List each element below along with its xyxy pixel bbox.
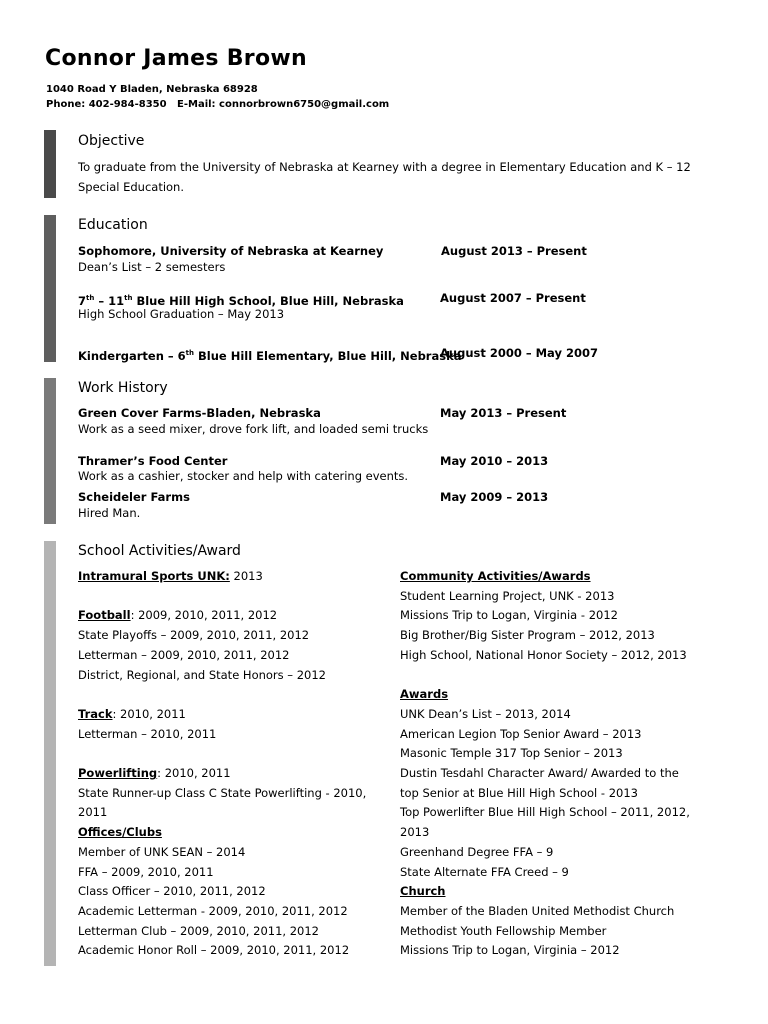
list-item: Dustin Tesdahl Character Award/ Awarded to the [400,766,679,781]
list-item: American Legion Top Senior Award – 2013 [400,726,642,741]
list-item: Member of the Bladen United Methodist Church [400,903,675,918]
objective-heading: Objective [78,133,145,149]
education-entry-title: Sophomore, University of Nebraska at Kearney [78,244,384,258]
work-history-heading: Work History [78,380,168,396]
list-item: State Playoffs – 2009, 2010, 2011, 2012 [78,628,310,643]
list-item: FFA – 2009, 2010, 2011 [78,864,214,879]
education-entry-note: High School Graduation – May 2013 [78,307,285,321]
address-line: 1040 Road Y Bladen, Nebraska 68928 [46,84,258,95]
list-heading: Community Activities/Awards [400,569,591,583]
list-item: Track: 2010, 2011 [78,706,186,721]
education-entry-note: Dean’s List – 2 semesters [78,260,226,274]
education-bar [44,215,56,362]
list-heading: Awards [400,687,449,702]
list-item: High School, National Honor Society – 2012, 2013 [400,647,687,662]
activities-left-column [78,567,366,961]
education-entry-date: August 2013 – Present [441,244,587,258]
work-entry-note: Hired Man. [78,506,141,520]
list-item: Member of UNK SEAN – 2014 [78,844,246,859]
list-item: Letterman – 2009, 2010, 2011, 2012 [78,647,290,662]
list-item: State Runner-up Class C State Powerlifting - 2010, [78,785,367,800]
list-item: Academic Letterman - 2009, 2010, 2011, 2012 [78,903,348,918]
list-item: Intramural Sports UNK: 2013 [78,569,263,583]
contact-line: Phone: 402-984-8350 E-Mail: connorbrown6750@gmail.com [46,99,390,110]
list-item: Greenhand Degree FFA – 9 [400,844,554,859]
list-item: State Alternate FFA Creed – 9 [400,864,569,879]
activities-bar [44,541,56,966]
activities-right-column [400,567,690,961]
list-heading: Church [400,884,446,899]
list-item: Big Brother/Big Sister Program – 2012, 2013 [400,628,655,643]
list-item: Football: 2009, 2010, 2011, 2012 [78,608,278,623]
list-item: Class Officer – 2010, 2011, 2012 [78,884,266,899]
list-item: Letterman Club – 2009, 2010, 2011, 2012 [78,923,319,938]
list-heading: Offices/Clubs [78,825,162,840]
list-item: Letterman – 2010, 2011 [78,726,217,741]
list-item: District, Regional, and State Honors – 2012 [78,667,326,682]
education-entry-date: August 2000 – May 2007 [440,346,598,360]
list-item: Methodist Youth Fellowship Member [400,923,607,938]
work-entry-note: Work as a seed mixer, drove fork lift, and loaded semi trucks [78,422,429,436]
work-entry-note: Work as a cashier, stocker and help with catering events. [78,469,409,483]
objective-bar [44,130,56,198]
education-heading: Education [78,217,148,233]
education-entry-title: Kindergarten – 6th Blue Hill Elementary, Blue Hill, Nebraska [78,348,462,363]
list-item: Masonic Temple 317 Top Senior – 2013 [400,746,623,761]
work-entry-date: May 2009 – 2013 [440,490,549,504]
list-item: top Senior at Blue Hill High School - 2013 [400,785,638,800]
list-item: Student Learning Project, UNK - 2013 [400,588,615,603]
list-item: Powerlifting: 2010, 2011 [78,765,231,780]
objective-text-line-2: Special Education. [78,180,184,194]
list-item: Missions Trip to Logan, Virginia - 2012 [400,608,618,623]
list-item: Missions Trip to Logan, Virginia – 2012 [400,943,620,958]
education-entry-title: 7th – 11th Blue Hill High School, Blue Hill, Nebraska [78,293,404,308]
list-item: 2011 [78,805,108,820]
work-entry-title: Scheideler Farms [78,490,190,504]
resume-name: Connor James Brown [45,46,307,71]
activities-heading: School Activities/Award [78,543,241,559]
work-entry-title: Thramer’s Food Center [78,454,228,468]
work-history-bar [44,378,56,524]
education-entry-date: August 2007 – Present [440,291,586,305]
list-item: 2013 [400,825,430,840]
objective-text-line-1: To graduate from the University of Nebraska at Kearney with a degree in Elementary Education and K – 12 [78,160,691,174]
work-entry-date: May 2013 – Present [440,406,567,420]
list-item: UNK Dean’s List – 2013, 2014 [400,706,571,721]
work-entry-date: May 2010 – 2013 [440,454,549,468]
list-item: Academic Honor Roll – 2009, 2010, 2011, 2012 [78,943,350,958]
work-entry-title: Green Cover Farms-Bladen, Nebraska [78,406,321,420]
list-item: Top Powerlifter Blue Hill High School – 2011, 2012, [400,805,690,820]
